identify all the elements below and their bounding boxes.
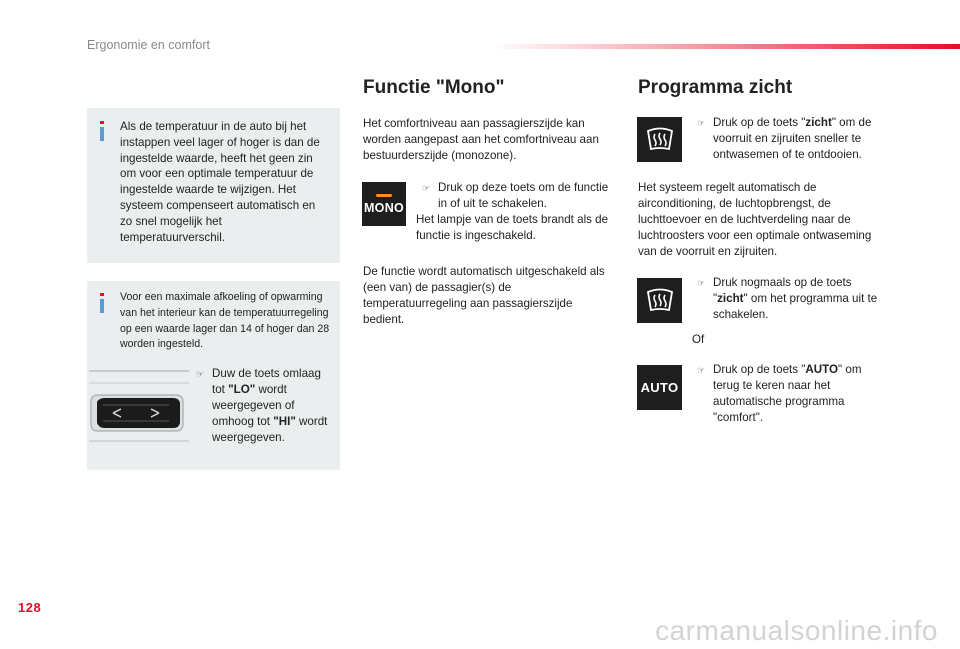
- zicht-button[interactable]: [637, 117, 682, 162]
- info-icon: [100, 121, 104, 141]
- info-box-temperature: [87, 108, 340, 263]
- temperature-toggle-illustration: [89, 365, 193, 447]
- auto-button[interactable]: AUTO: [637, 365, 682, 410]
- mono-bullet-continued: Het lampje van de toets brandt als de functie is ingeschakeld.: [416, 213, 609, 242]
- mono-intro: Het comfortniveau aan passagierszijde kan worden aangepast aan het comfortniveau aan bestuurderszijde (monozone).: [363, 117, 599, 162]
- windshield-defrost-icon: [645, 127, 675, 153]
- section-title: Ergonomie en comfort: [87, 38, 210, 52]
- info-box-max-cooling: [87, 281, 340, 470]
- windshield-defrost-icon: [645, 288, 675, 314]
- right-pointing-finger-icon: ☞: [422, 183, 431, 193]
- bullet-lo-hi: ☞ Duw de toets omlaag tot "LO" wordt weergegeven of omhoog tot "HI" wordt weergegeven.: [196, 367, 328, 444]
- right-pointing-finger-icon: ☞: [697, 278, 706, 288]
- or-label: Of: [692, 333, 705, 346]
- right-pointing-finger-icon: ☞: [697, 365, 706, 375]
- zicht-paragraph: Het systeem regelt automatisch de airconditioning, de luchtopbrengst, de luchttoevoer en de luchtverdeling naar de luchtroosters voor een optimale ontwaseming van de voorruit en zijruiten.: [638, 181, 872, 258]
- zicht-bullet-1: ☞ Druk op de toets "zicht" om de voorruit en zijruiten sneller te ontwasemen of te ontdooien.: [697, 116, 872, 161]
- right-pointing-finger-icon: ☞: [697, 118, 706, 128]
- watermark: carmanualsonline.info: [655, 615, 938, 646]
- info-text-temperature: Als de temperatuur in de auto bij het instappen veel lager of hoger is dan de ingestelde waarde, heeft het geen zin om voor een optimale temperatuur de ingestelde waarde te wijzigen. Het systeem compenseert automatisch en zo snel mogelijk het temperatuurverschil.: [120, 120, 320, 244]
- right-pointing-finger-icon: ☞: [196, 369, 205, 379]
- mono-outro: De functie wordt automatisch uitgeschakeld als (een van) de passagier(s) de temperatuurregeling aan passagierszijde bedient.: [363, 265, 605, 326]
- info-icon: [100, 293, 104, 313]
- zicht-title: Programma zicht: [638, 77, 793, 98]
- page-number: 128: [18, 600, 42, 615]
- mono-bullet: ☞ Druk op deze toets om de functie in of uit te schakelen.: [422, 181, 609, 210]
- zicht-bullet-3: ☞ Druk op de toets "AUTO" om terug te keren naar het automatische programma "comfort".: [697, 363, 862, 424]
- zicht-bullet-2: ☞ Druk nogmaals op de toets "zicht" om het programma uit te schakelen.: [697, 276, 878, 321]
- header-accent-bar: [490, 44, 960, 49]
- mono-title: Functie "Mono": [363, 77, 505, 98]
- mono-indicator-led: [376, 194, 392, 197]
- info-text-max-cooling: Voor een maximale afkoeling of opwarming van het interieur kan de temperatuurregeling op een waarde lager dan 14 of hoger dan 28 worden ingesteld.: [120, 291, 330, 351]
- zicht-button-2[interactable]: [637, 278, 682, 323]
- mono-button[interactable]: MONO: [362, 182, 406, 226]
